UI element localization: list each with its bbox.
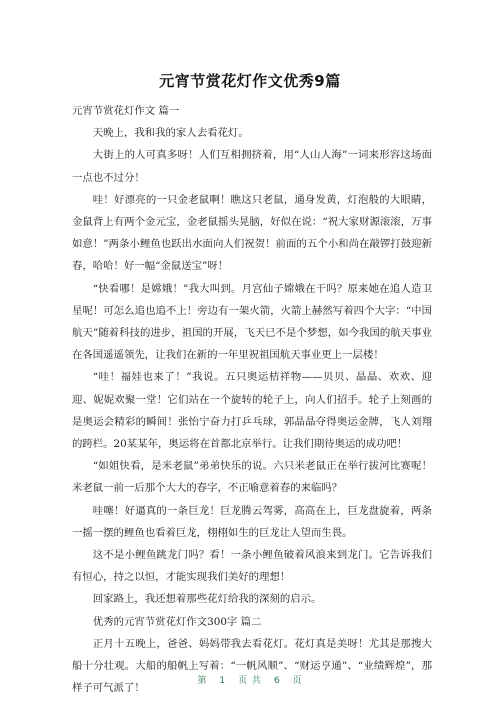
paragraph: “快看哪！是嫦娥！”我大叫到。月宫仙子嫦娥在干吗？原来她在追人造卫星呢！可怎么追也追不上！旁边有一架火箭，火箭上赫然写着四个大字：“中国航天”随着科技的进步，祖国的开展，飞天已不是个梦想，如今我国的航天事业在各国遥遥领先，让我们在新的一年里祝祖国航天事业更上一层楼！ — [72, 282, 432, 362]
page-total-label: 页 共 — [238, 676, 262, 686]
paragraph: 这不是小鲤鱼跳龙门吗？看！一条小鲤鱼破着风浪来到龙门。它告诉我们有恒心，持之以恒，才能实现我们美好的理想！ — [72, 549, 432, 584]
page-title: 元宵节赏花灯作文优秀9篇 — [159, 72, 341, 90]
section-heading: 元宵节赏花灯作文 篇一 — [72, 105, 180, 117]
paragraph: 哇噻！好逼真的一条巨龙！巨龙腾云驾雾，高高在上，巨龙盘旋着，两条一摇一摆的鲤鱼也看着巨龙，栩栩如生的巨龙让人望而生畏。 — [72, 504, 432, 539]
page-footer — [0, 673, 500, 686]
page-label: 第 — [197, 676, 208, 686]
paragraph: “如姐快看，是米老鼠”弟弟快乐的说。六只米老鼠正在举行拔河比赛呢！米老鼠一前一后那个大大的春字，不正喻意着春的来临吗？ — [72, 460, 432, 495]
total-pages-unit: 页 — [292, 676, 303, 686]
paragraph: “哇！福娃也来了！”我说。五只奥运桔祥物——贝贝、晶晶、欢欢、迎迎、妮妮欢聚一堂！它们站在一个旋转的轮子上，向人们招手。轮子上刻画的是奥运会精彩的瞬间！张怡宁奋力打乒乓球，郭晶晶夺得奥运金牌，飞人刘翔的跨栏。20某某年，奥运将在首都北京举行。让我们期待奥运的成功吧！ — [72, 371, 432, 451]
paragraph: 回家路上，我还想着那些花灯给我的深刻的启示。 — [92, 593, 322, 606]
paragraph: 天晚上，我和我的家人去看花灯。 — [92, 127, 249, 140]
document-body — [72, 100, 432, 699]
paragraph: 正月十五晚上，爸爸、妈妈带我去看花灯。花灯真是美呀！尤其是那搜大船十分壮观。大船的船帆上写着：“一帆风顺”、“财运亨通”、“业绩辉煌”，那样子可气派了！ — [72, 637, 432, 695]
total-pages: 6 — [273, 676, 281, 686]
paragraph: 哇！好漂亮的一只金老鼠啊！瞧这只老鼠，通身发黄，灯泡般的大眼睛，金鼠背上有两个金元宝，金老鼠摇头晃脑，好似在说：“祝大家财源滚滚，万事如意！”两条小鲤鱼也跃出水面向人们祝贺！前面的五个小和尚在敲锣打鼓迎新春，哈哈！好一幅“金鼠送宝”呀！ — [72, 193, 432, 273]
page-number: 1 — [219, 676, 227, 686]
paragraph: 大街上的人可真多呀！人们互相拥挤着，用“人山人海”一词来形容这场面一点也不过分！ — [72, 149, 432, 184]
section-heading: 优秀的元宵节赏花灯作文300字 篇二 — [92, 615, 262, 628]
